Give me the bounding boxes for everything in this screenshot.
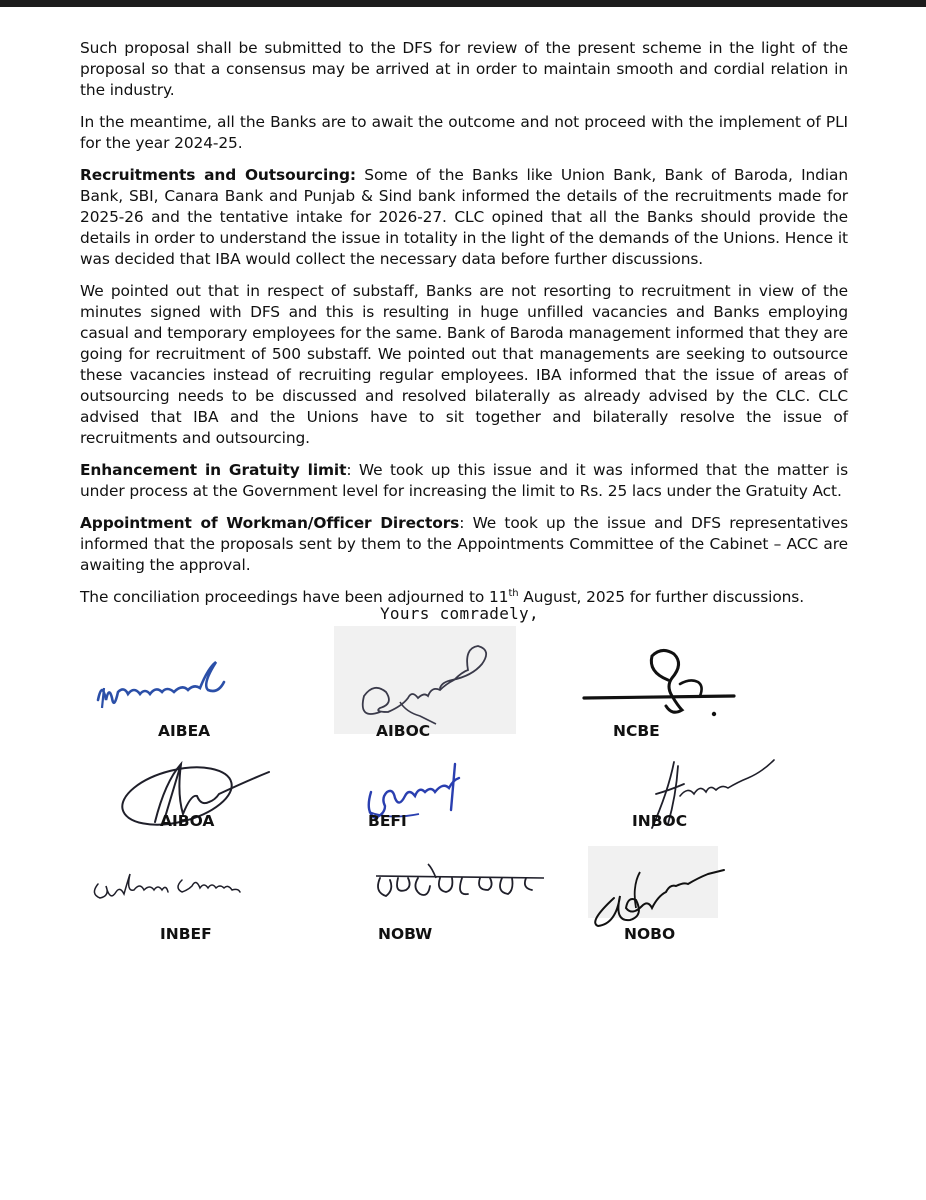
signatory-label: AIBEA [158,722,211,740]
signatory-label: NOBW [378,925,433,943]
paragraph-directors [80,513,848,576]
paragraph-recruitments [80,165,848,270]
handwritten-signature [90,858,290,968]
signatory-label: NCBE [613,722,660,740]
signatory-label: NOBO [624,925,676,943]
paragraph [80,281,848,449]
handwritten-signature [370,858,570,968]
signature-nobo [590,846,790,956]
signature-befi [365,752,565,862]
paragraph [80,112,848,154]
signature-nobw [370,858,570,968]
signature-ncbe [580,640,780,750]
paragraph-text: We pointed out that in respect of substaff, Banks are not resorting to recruitment in view of the minutes signed with DFS and this is resulting in huge unfilled vacancies and Banks employing casual and temporary employees for the same. Bank of Baroda management informed that they are going for recruitment of 500 substaff. We pointed out that managements are seeking to outsource these vacancies instead of recruiting regular employees. IBA informed that the issue of areas of outsourcing needs to be discussed and resolved bilaterally as already advised by the CLC. CLC advised that IBA and the Unions have to sit together and bilaterally resolve the issue of recruitments and outsourcing. [80,282,848,447]
signatory-label: AIBOC [376,722,431,740]
paragraph [80,38,848,101]
signatory-label: INBEF [160,925,212,943]
signature-aiboa [115,752,315,862]
handwritten-signature [580,640,780,750]
closing-salutation: Yours comradely, [380,604,539,623]
paragraph-gratuity [80,460,848,502]
paragraph-text: The conciliation proceedings have been adjourned to 11 [80,588,509,606]
paragraph-text: : We took up the issue and DFS representatives informed that the proposals sent by them to the Appointments Committee of the Cabinet – ACC are awaiting the approval. [80,514,849,574]
signatory-label: AIBOA [160,812,215,830]
paragraph-text: In the meantime, all the Banks are to await the outcome and not proceed with the implement of PLI for the year 2024-25. [80,113,848,152]
ordinal-suffix: th [508,587,519,599]
paragraph-text: Such proposal shall be submitted to the DFS for review of the present scheme in the light of the proposal so that a consensus may be arrived at in order to maintain smooth and cordial relation in the industry. [80,39,848,99]
paragraph-heading: Enhancement in Gratuity limit [80,461,347,479]
paragraph-text: : We took up this issue and it was informed that the matter is under process at the Government level for increasing the limit to Rs. 25 lacs under the Gratuity Act. [80,461,848,500]
signatory-label: BEFI [368,812,407,830]
handwritten-signature [340,632,540,742]
handwritten-signature [115,752,315,862]
signature-aiboc [340,632,540,742]
paragraph-heading: Recruitments and Outsourcing: [80,166,356,184]
handwritten-signature [590,846,790,956]
signature-inbef [90,858,290,968]
paragraph-heading: Appointment of Workman/Officer Directors [80,514,460,532]
handwritten-signature [365,752,565,862]
letter-body [80,38,848,619]
page-top-border [0,0,926,7]
paragraph-text: Some of the Banks like Union Bank, Bank of Baroda, Indian Bank, SBI, Canara Bank and Punjab & Sind bank informed the details of the recruitments made for 2025-26 and the tentative intake for 2026-27. CLC opined that all the Banks should provide the details in order to understand the issue in totality in the light of the demands of the Unions. Hence it was decided that IBA would collect the necessary data before further discussions. [80,166,848,268]
signatory-label: INBOC [632,812,688,830]
paragraph-text: August, 2025 for further discussions. [518,588,805,606]
